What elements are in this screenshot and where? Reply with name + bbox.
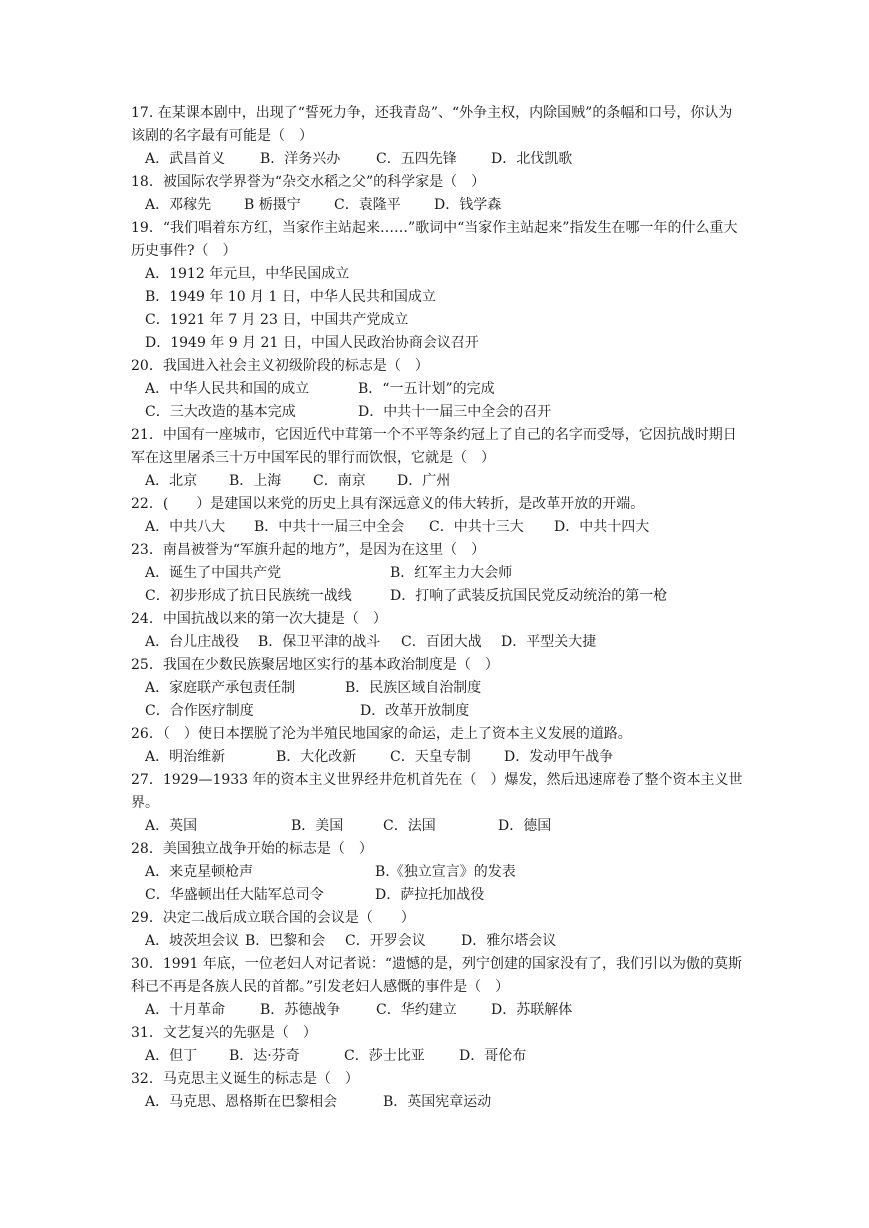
question-list [131, 102, 743, 1114]
question-27-options [131, 815, 743, 838]
option-a: A．但丁 [145, 1048, 198, 1064]
option-a: A．中华人民共和国的成立 [145, 381, 310, 397]
option-b: B．上海 [229, 473, 282, 489]
question-26 [131, 723, 743, 769]
question-19-option-b: B．1949 年 10 月 1 日，中华人民共和国成立 [145, 289, 436, 305]
question-23-stem: 23．南昌被誉为“军旗升起的地方”，是因为在这里（ ） [131, 542, 486, 558]
option-b: B．大化改新 [276, 749, 357, 765]
option-d: D．雅尔塔会议 [461, 933, 557, 949]
question-21-options [131, 470, 743, 493]
question-32 [131, 1068, 743, 1114]
option-a: A．北京 [145, 473, 198, 489]
option-b: B．红军主力大会师 [390, 565, 513, 581]
question-28-stem: 28．美国独立战争开始的标志是（ ） [131, 841, 373, 857]
question-21 [131, 424, 743, 493]
question-25 [131, 654, 743, 723]
question-29-options [131, 930, 743, 953]
question-19 [131, 217, 743, 355]
option-b: B．巴黎和会 [245, 933, 326, 949]
option-d: D．改革开放制度 [360, 703, 470, 719]
option-a: A．台儿庄战役 [145, 634, 240, 650]
option-a: A．武昌首义 [145, 151, 226, 167]
option-b: B．美国 [291, 818, 344, 834]
question-29-stem: 29．决定二战后成立联合国的会议是（ ） [131, 910, 415, 926]
question-28-options-row-2 [131, 884, 743, 907]
option-b: B 栃摄宁 [244, 197, 301, 213]
question-24 [131, 608, 743, 654]
question-20-options-row-1 [131, 378, 743, 401]
option-d: D．中共十四大 [554, 519, 650, 535]
question-24-options [131, 631, 743, 654]
question-17 [131, 102, 743, 171]
option-d: D．哥伦布 [459, 1048, 527, 1064]
option-a: A．坡茨坦会议 [145, 933, 240, 949]
option-d: D．平型关大捷 [501, 634, 597, 650]
question-18-options [131, 194, 743, 217]
option-c: C．中共十三大 [429, 519, 524, 535]
question-21-stem: 21．中国有一座城市，它因近代中茸第一个不平等条约冠上了自己的名字而受辱，它因抗战时期日军在这里屠杀三十万中国军民的罪行而饮恨，它就是（ ） [131, 427, 737, 466]
question-27-stem: 27．1929—1933 年的资本主义世界经井危机首先在（ ）爆发，然后迅速席卷了整个资本主义世界。 [131, 772, 743, 811]
option-a: A．明治维新 [145, 749, 226, 765]
option-c: C．华盛顿出任大陆军总司令 [145, 887, 324, 903]
option-c: C．南京 [313, 473, 366, 489]
question-23-options-row-1 [131, 562, 743, 585]
question-19-option-d: D．1949 年 9 月 21 日，中国人民政治协商会议召开 [145, 335, 479, 351]
question-19-option-a: A．1912 年元旦，中华民国成立 [145, 266, 350, 282]
option-c: C．法国 [383, 818, 436, 834]
option-b: B．中共十一届三中全会 [254, 519, 405, 535]
question-25-stem: 25．我国在少数民族聚居地区实行的基本政治制度是（ ） [131, 657, 499, 673]
question-24-stem: 24．中国抗战以来的第一次大捷是（ ） [131, 611, 387, 627]
question-31 [131, 1022, 743, 1068]
question-28 [131, 838, 743, 907]
option-a: A．邓稼先 [145, 197, 212, 213]
option-b: B．保卫平津的战斗 [258, 634, 381, 650]
option-a: A．英国 [145, 818, 198, 834]
option-c: C．五四先锋 [376, 151, 457, 167]
option-c: C．合作医疗制度 [145, 703, 254, 719]
option-d: D．发动甲午战争 [504, 749, 614, 765]
question-17-stem: 17. 在某课本剧中，出现了“誓死力争，还我青岛”、“外争主权，内除国贼”的条幅和口号，你认为该剧的名字最有可能是（ ） [131, 105, 733, 144]
option-a: A．马克思、恩格斯在巴黎相会 [145, 1094, 338, 1110]
question-32-stem: 32．马克思主义诞生的标志是（ ） [131, 1071, 359, 1087]
option-d: D．打响了武装反抗国民党反动统治的第一枪 [390, 588, 668, 604]
question-30-options [131, 999, 743, 1022]
question-30-stem: 30．1991 年底，一位老妇人对记者说：“遗憾的是，列宁创建的国家没有了，我们引以为傲的莫斯科已不再是各族人民的首都。”引发老妇人感慨的事件是（ ） [131, 956, 743, 995]
option-a: A．家庭联产承包责任制 [145, 680, 296, 696]
option-d: D．苏联解体 [491, 1002, 573, 1018]
question-23 [131, 539, 743, 608]
option-c: C．开罗会议 [345, 933, 426, 949]
question-28-options-row-1 [131, 861, 743, 884]
option-d: D．德国 [498, 818, 552, 834]
option-c: C．百团大战 [401, 634, 482, 650]
question-32-options [131, 1091, 743, 1114]
option-a: A．中共八大 [145, 519, 226, 535]
question-19-option-c: C．1921 年 7 月 23 日，中国共产党成立 [145, 312, 409, 328]
option-d: D．中共十一届三中全会的召开 [358, 404, 552, 420]
option-c: C．初步形成了抗日民族统一战线 [145, 588, 352, 604]
option-b: B．苏德战争 [260, 1002, 341, 1018]
option-c: C．袁隆平 [334, 197, 401, 213]
option-a: A．来克星顿枪声 [145, 864, 254, 880]
question-20-options-row-2 [131, 401, 743, 424]
question-29 [131, 907, 743, 953]
option-c: C．莎士比亚 [344, 1048, 425, 1064]
question-30 [131, 953, 743, 1022]
option-c: C．天皇专制 [390, 749, 471, 765]
question-22 [131, 493, 743, 539]
option-b: B．英国宪章运动 [383, 1094, 492, 1110]
question-31-stem: 31．文艺复兴的先驱是（ ） [131, 1025, 317, 1041]
option-b: B.《独立宣言》的发表 [375, 864, 516, 880]
question-22-stem: 22．( ）是建国以来党的历史上具有深远意义的伟大转折，是改革开放的开端。 [131, 496, 645, 512]
option-b: B．民族区域自治制度 [345, 680, 482, 696]
option-b: B．“一五计划”的完成 [358, 381, 495, 397]
option-d: D．萨拉托加战役 [375, 887, 485, 903]
option-b: B．达·芬奇 [229, 1048, 300, 1064]
option-c: C．华约建立 [376, 1002, 457, 1018]
option-c: C．三大改造的基本完成 [145, 404, 296, 420]
option-b: B．洋务兴办 [260, 151, 341, 167]
question-27 [131, 769, 743, 838]
option-d: D．北伐凯歌 [491, 151, 573, 167]
question-17-options [131, 148, 743, 171]
question-26-options [131, 746, 743, 769]
question-25-options-row-2 [131, 700, 743, 723]
question-20 [131, 355, 743, 424]
question-18-stem: 18．被国际农学界誉为“杂交水稻之父”的科学家是（ ） [131, 174, 486, 190]
option-a: A．十月革命 [145, 1002, 226, 1018]
question-26-stem: 26．（ ）使日本摆脱了沦为半殖民地国家的命运，走上了资本主义发展的道路。 [131, 726, 632, 742]
question-23-options-row-2 [131, 585, 743, 608]
option-d: D．广州 [397, 473, 451, 489]
option-d: D．钱学森 [434, 197, 502, 213]
option-a: A．诞生了中国共产党 [145, 565, 282, 581]
question-22-options [131, 516, 743, 539]
question-25-options-row-1 [131, 677, 743, 700]
question-19-stem: 19．“我们唱着东方红，当家作主站起来……”歌词中“当家作主站起来”指发生在哪一年的什么重大历史事件?（ ） [131, 220, 738, 259]
question-20-stem: 20．我国进入社会主义初级阶段的标志是（ ） [131, 358, 429, 374]
question-18 [131, 171, 743, 217]
question-31-options [131, 1045, 743, 1068]
